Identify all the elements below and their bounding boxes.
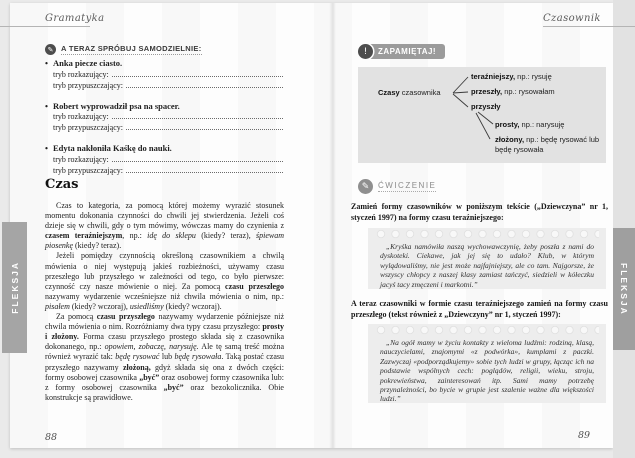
exercise-task-1: Zamień formy czasowników w poniższym tekście („Dziewczyna” nr 1, styczeń 1997) na formy czasu teraźniejszego: bbox=[351, 202, 608, 222]
chapter-tab-label: FLEKSJA bbox=[9, 261, 20, 314]
practice-items-list bbox=[45, 58, 284, 186]
chapter-tab-fleksja-left bbox=[2, 222, 27, 353]
exercise-task-2: A teraz czasowniki w formie czasu teraźniejszego zamień na formy czasu przeszłego (tekst również z „Dziewczyny” nr 1, styczeń 1997): bbox=[351, 299, 608, 319]
practice-sentence: • Edyta nakłoniła Kaśkę do nauki. bbox=[45, 143, 284, 154]
page-number-right: 89 bbox=[578, 430, 591, 441]
diagram-branch-przeszly: przeszły, np.: rysowałam bbox=[471, 87, 555, 96]
field-label: tryb rozkazujący: bbox=[53, 154, 109, 164]
body-text bbox=[45, 201, 284, 403]
exercise-label: ĆWICZENIE bbox=[378, 181, 437, 190]
chapter-tab-fleksja-right bbox=[613, 228, 635, 350]
quote-text-2: „Na ogół mamy w życiu kontakty z wieloma ludźmi: rodziną, klasą, nauczycielami, znajomymi «z podwórka», kumplami z paczki. Zazwyczaj «podporządkujemy» sobie tych ludzi w grupy, łącząc ich na podstawie wspólnych cech: poglądów, religii, wieku, stroju, pokrewieństwa, zainteresowań itp. Sami mamy potrzebę przynależności, bo bycie w grupie jest szalenie ważne dla większości ludzi.” bbox=[380, 338, 594, 404]
quote-box-2 bbox=[368, 324, 606, 403]
diagram-subbranch-prosty: prosty, np.: narysuję bbox=[495, 120, 565, 129]
remember-badge bbox=[358, 44, 445, 59]
scallop-border bbox=[375, 326, 599, 335]
practice-item bbox=[45, 101, 284, 134]
writing-hand-icon: ✎ bbox=[358, 179, 373, 194]
dotted-answer-line bbox=[112, 111, 283, 119]
answer-row bbox=[45, 165, 284, 176]
dotted-answer-line bbox=[126, 165, 283, 173]
paragraph: Jeżeli pomiędzy czynnością określoną czasownikiem a chwilą mówienia o niej występują jakieś rozbieżności, używamy czasu przeszłego lub przyszłego w zależności od tego, co było pierwsze: czynność czy nasze mówienie o niej. Za pomocą czasu przeszłego nazywamy wydarzenie wcześniejsze niż chwila mówienia o nim, np.: pisałem (kiedy? wczoraj), usiedliśmy (kiedy? wczoraj). bbox=[45, 251, 285, 311]
answer-row bbox=[45, 111, 284, 122]
field-label: tryb rozkazujący: bbox=[53, 112, 109, 122]
practice-sentence: • Robert wyprowadził psa na spacer. bbox=[45, 101, 284, 112]
quote-text-1: „Kryśka namówiła naszą wychowawczynię, żeby poszła z nami do dyskoteki. Ciekawe, jak jej się to udało? Klub, w którym wylądowaliśmy, nie jest może najfajniejszy, ale co tam. Najgorsze, że wszyscy chłopcy z naszej klasy zamiast tańczyć, siedzieli w kółeczku jacyś tacy zmęczeni i markotni.” bbox=[380, 242, 594, 289]
chapter-tab-label: FLEKSJA bbox=[619, 262, 629, 316]
answer-row bbox=[45, 69, 284, 80]
exclamation-icon: ! bbox=[358, 44, 373, 59]
paragraph: Czas to kategoria, za pomocą której możemy wyrazić stosunek momentu dokonania czynności do chwili jej stwierdzenia. Jeżeli coś dzieje się w chwili, gdy o tym mówimy, wówczas mamy do czynienia z czasem teraźniejszym, np.: idę do sklepu (kiedy? teraz), śpiewam piosenkę (kiedy? teraz). bbox=[45, 201, 284, 251]
section-heading-czas: Czas bbox=[45, 177, 79, 192]
page-spine bbox=[329, 3, 336, 448]
field-label: tryb przypuszczający: bbox=[53, 165, 123, 175]
answer-row bbox=[45, 80, 284, 91]
dotted-answer-line bbox=[126, 122, 283, 130]
running-header-right: Czasownik bbox=[543, 13, 601, 24]
diagram-branch-przyszly: przyszły bbox=[471, 102, 501, 111]
diagram-subbranch-zlozony: złożony, np.: będę rysować lub będę rysowała bbox=[495, 135, 600, 154]
self-practice-section-header bbox=[45, 44, 202, 55]
tense-diagram-box bbox=[358, 67, 606, 163]
answer-row bbox=[45, 122, 284, 133]
answer-row bbox=[45, 154, 284, 165]
paragraph: Za pomocą czasu przyszłego nazywamy wydarzenie późniejsze niż chwila mówienia o nim. Rozróżniamy dwa typy czasu przyszłego: prosty i złożony. Forma czasu przyszłego prostego składa się z czasownika dokonanego, np.: opowiem, zobaczę, narysuję. Ale tę samą treść można również wyrazić tak: będę rysować lub będę rysowała. Taką postać czasu przyszłego nazywamy złożoną, gdyż składa się ona z dwóch części: formy osobowej czasownika „być” oraz osobowej formy czasownika lub: z formy osobowej czasownika „być” oraz bezokolicznika. Obie konstrukcje są prawidłowe. bbox=[45, 312, 285, 402]
field-label: tryb rozkazujący: bbox=[53, 69, 109, 79]
dotted-answer-line bbox=[112, 69, 283, 77]
header-rule-right bbox=[543, 26, 635, 27]
quote-box-1 bbox=[368, 228, 606, 289]
diagram-root-rest: czasownika bbox=[399, 88, 441, 97]
pencil-icon: ✎ bbox=[45, 44, 56, 55]
dotted-answer-line bbox=[126, 80, 283, 88]
page-number-left: 88 bbox=[45, 432, 58, 443]
diagram-root-bold: Czasy bbox=[378, 88, 400, 97]
field-label: tryb przypuszczający: bbox=[53, 80, 123, 90]
dotted-answer-line bbox=[112, 154, 283, 162]
remember-badge-label: ZAPAMIĘTAJ! bbox=[365, 44, 445, 59]
exercise-section-header bbox=[358, 179, 436, 194]
running-header-left: Gramatyka bbox=[45, 13, 105, 24]
header-rule-left bbox=[0, 26, 90, 27]
practice-sentence: • Anka piecze ciasto. bbox=[45, 58, 284, 69]
scallop-border bbox=[375, 230, 599, 239]
diagram-branch-terazniejszy: teraźniejszy, np.: rysuję bbox=[471, 72, 552, 81]
self-practice-label: A TERAZ SPRÓBUJ SAMODZIELNIE: bbox=[61, 44, 202, 53]
practice-item bbox=[45, 58, 284, 91]
field-label: tryb przypuszczający: bbox=[53, 123, 123, 133]
practice-item bbox=[45, 143, 284, 176]
diagram-root bbox=[378, 88, 441, 98]
